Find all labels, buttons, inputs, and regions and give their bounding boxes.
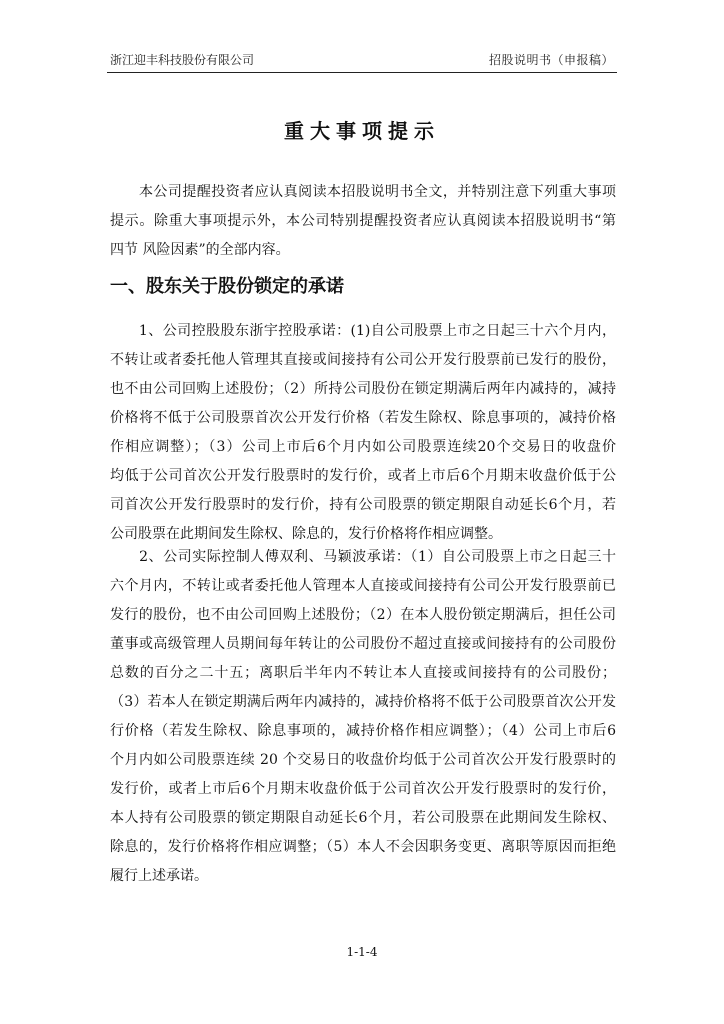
page-title: 重大事项提示 [284, 119, 440, 143]
paragraph-line: 六个月内，不转让或者委托他人管理本人直接或间接持有公司公开发行股票前已 [110, 578, 616, 594]
paragraph-line: 除息的，发行价格将作相应调整；（5）本人不会因职务变更、离职等原因而拒绝 [110, 839, 616, 855]
section-heading: 一、股东关于股份锁定的承诺 [110, 276, 344, 297]
paragraph-line: 履行上述承诺。 [110, 868, 208, 884]
paragraph-line: 本公司提醒投资者应认真阅读本招股说明书全文，并特别注意下列重大事项 [110, 184, 616, 200]
commitment-clause-1 [110, 317, 616, 549]
paragraph-line: 发行价，或者上市后6个月期末收盘价低于公司首次公开发行股票时的发行价， [110, 781, 616, 797]
paragraph-line: 董事或高级管理人员期间每年转让的公司股份不超过直接或间接持有的公司股份 [110, 636, 616, 652]
paragraph-line: 司首次公开发行股票时的发行价，持有公司股票的锁定期限自动延长6个月，若 [110, 497, 616, 513]
paragraph-line: 本人持有公司股票的锁定期限自动延长6个月，若公司股票在此期间发生除权、 [110, 810, 616, 826]
paragraph-line: 提示。除重大事项提示外，本公司特别提醒投资者应认真阅读本招股说明书“第 [110, 213, 616, 229]
paragraph-line: 四节 风险因素”的全部内容。 [110, 242, 290, 258]
paragraph-line: 价格将不低于公司股票首次公开发行价格（若发生除权、除息事项的，减持价格 [110, 410, 616, 426]
paragraph-line: 公司股票在此期间发生除权、除息的，发行价格将作相应调整。 [110, 526, 502, 542]
paragraph-line: 发行的股份，也不由公司回购上述股份；（2）在本人股份锁定期满后，担任公司 [110, 607, 616, 623]
paragraph-line: 1、公司控股股东浙宇控股承诺：(1)自公司股票上市之日起三十六个月内， [110, 323, 616, 339]
commitment-clause-2 [110, 543, 616, 891]
paragraph-line: 个月内如公司股票连续 20 个交易日的收盘价均低于公司首次公开发行股票时的 [110, 752, 616, 768]
paragraph-line: 不转让或者委托他人管理其直接或间接持有公司公开发行股票前已发行的股份， [110, 352, 616, 368]
paragraph-line: 行价格（若发生除权、除息事项的，减持价格作相应调整）；（4）公司上市后6 [110, 723, 616, 739]
running-header [107, 50, 617, 73]
paragraph-line: 也不由公司回购上述股份；（2）所持公司股份在锁定期满后两年内减持的，减持 [110, 381, 616, 397]
paragraph-line: 2、公司实际控制人傅双利、马颖波承诺：（1）自公司股票上市之日起三十 [110, 549, 616, 565]
paragraph-line: 均低于公司首次公开发行股票时的发行价，或者上市后6个月期末收盘价低于公 [110, 468, 616, 484]
header-company-name: 浙江迎丰科技股份有限公司 [110, 53, 255, 67]
paragraph-line: （3）若本人在锁定期满后两年内减持的，减持价格将不低于公司股票首次公开发 [110, 694, 616, 710]
page-number: 1-1-4 [346, 945, 378, 959]
paragraph-line: 作相应调整）；（3）公司上市后6个月内如公司股票连续20个交易日的收盘价 [110, 439, 616, 455]
paragraph-line: 总数的百分之二十五；离职后半年内不转让本人直接或间接持有的公司股份； [110, 665, 616, 681]
intro-paragraph [110, 178, 616, 265]
header-document-type: 招股说明书（申报稿） [488, 53, 614, 67]
